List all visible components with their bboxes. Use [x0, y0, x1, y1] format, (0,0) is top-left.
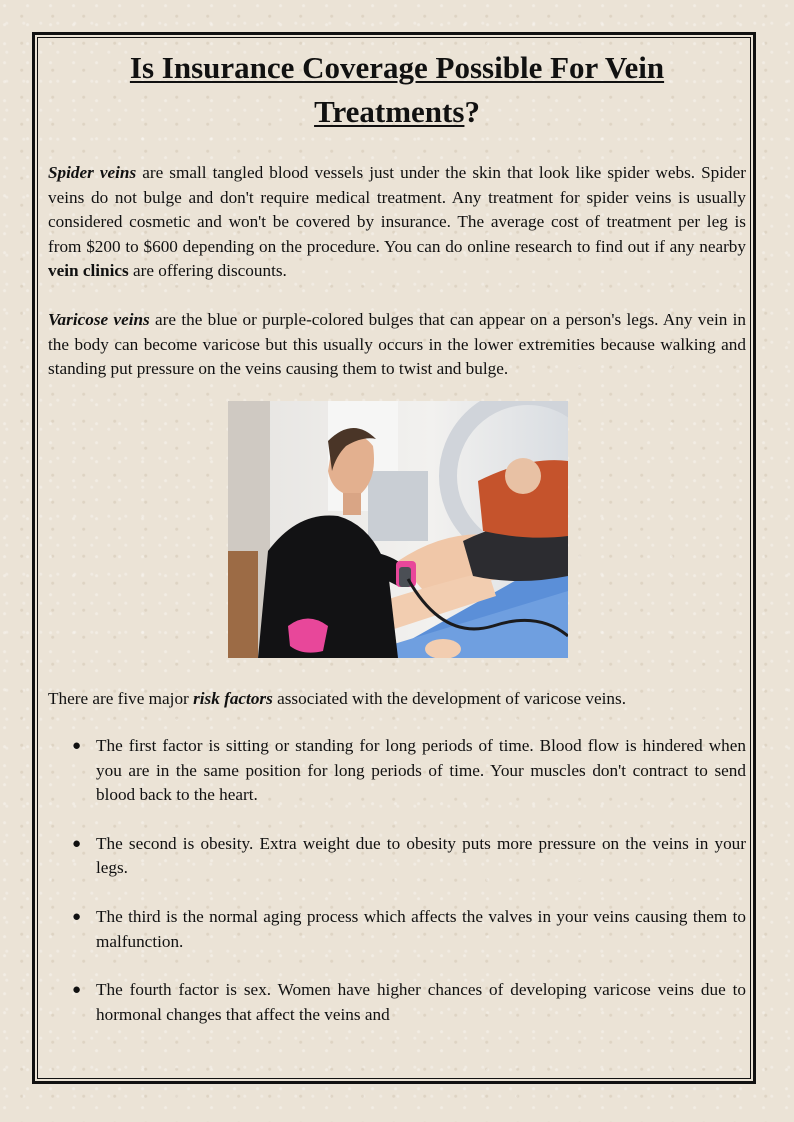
article	[48, 46, 746, 382]
bullet-icon: ●	[72, 835, 82, 852]
bullet-icon: ●	[72, 908, 82, 925]
varicose-veins-term: Varicose veins	[48, 309, 150, 329]
vein-clinics-link-text: vein clinics	[48, 261, 129, 281]
list-item	[48, 905, 746, 954]
risk-intro-text-end: associated with the development of varicose veins.	[272, 689, 627, 708]
risk-factor-text: The first factor is sitting or standing for long periods of time. Blood flow is hindered when you are in the same position for long periods of time. Your muscles don't contract to send blood back to the heart.	[96, 736, 746, 805]
risk-factor-text: The second is obesity. Extra weight due to obesity puts more pressure on the veins in your legs.	[96, 833, 746, 878]
vein-treatment-photo	[228, 401, 568, 658]
risk-factor-text: The third is the normal aging process which affects the valves in your veins causing them to malfunction.	[96, 906, 746, 951]
risk-factors-list	[48, 734, 746, 1051]
bullet-icon: ●	[72, 982, 82, 999]
risk-factor-text: The fourth factor is sex. Women have higher chances of developing varicose veins due to hormonal changes that affect the veins and	[96, 980, 746, 1024]
list-item	[48, 734, 746, 808]
spider-veins-term: Spider veins	[48, 163, 137, 182]
varicose-veins-text: are the blue or purple-colored bulges that can appear on a person's legs. Any vein in the body can become varicose but this usually occurs in the lower extremities because walking and standing put pressure on the veins causing them to twist and bulge.	[48, 309, 747, 379]
title-line-2: Treatments	[314, 94, 465, 129]
page-title	[48, 46, 746, 134]
bullet-icon: ●	[72, 738, 82, 754]
list-item	[48, 832, 746, 881]
list-item	[48, 978, 746, 1027]
risk-intro-text: There are five major	[48, 689, 194, 708]
varicose-veins-paragraph	[48, 308, 746, 382]
spider-veins-paragraph	[48, 161, 746, 284]
title-line-1: Is Insurance Coverage Possible For Vein	[129, 50, 665, 85]
spider-veins-text-end: are offering discounts.	[128, 261, 287, 281]
title-question-mark: ?	[464, 94, 480, 129]
risk-factors-intro	[48, 687, 746, 712]
spider-veins-text: are small tangled blood vessels just under the skin that look like spider webs. Spider veins do not bulge and don't require medical treatment. Any treatment for spider veins is usually considered cosmetic and won't be covered by insurance. The average cost of treatment per leg is from $200 to $600 depending on the procedure. You can do online research to find out if any nearby	[48, 163, 746, 256]
risk-factors-term: risk factors	[193, 689, 273, 708]
